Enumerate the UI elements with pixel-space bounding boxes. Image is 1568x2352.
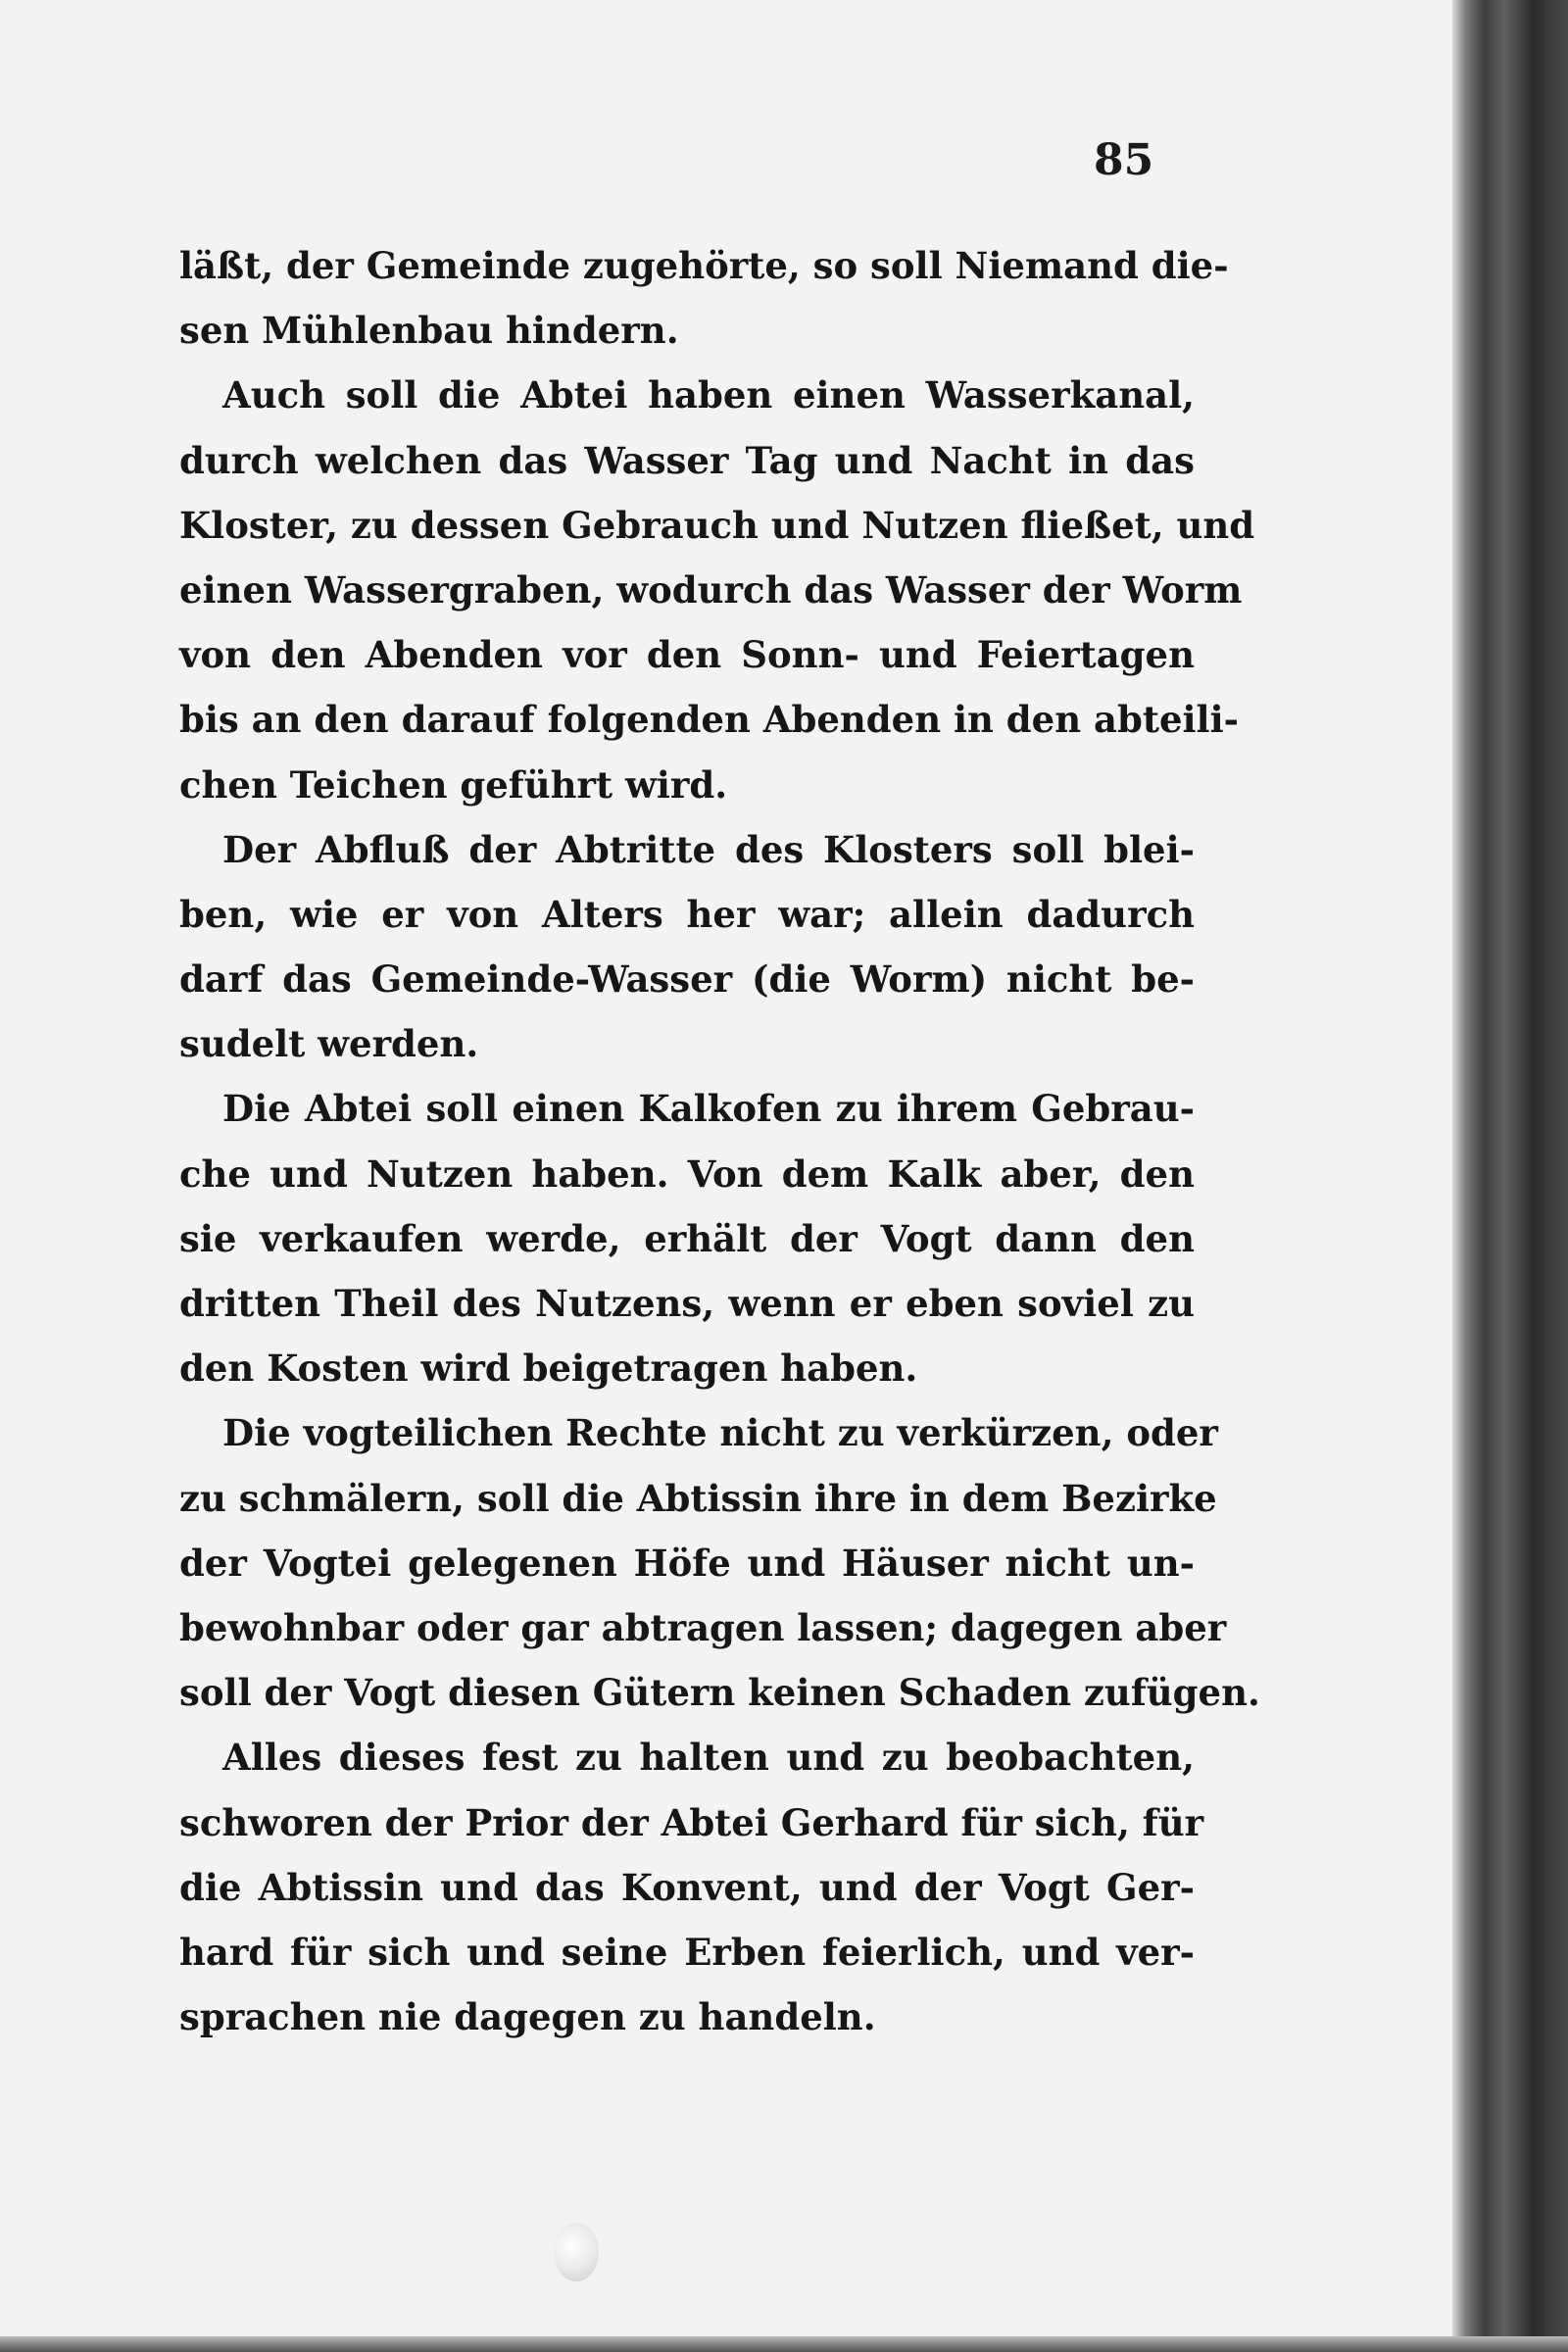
text-line: der Vogtei gelegenen Höfe und Häuser nicht un- bbox=[179, 1541, 1195, 1585]
text-line: Alles dieses fest zu halten und zu beobachten, bbox=[222, 1736, 1195, 1780]
text-line: einen Wassergraben, wodurch das Wasser der Worm bbox=[179, 567, 1243, 612]
text-line: schworen der Prior der Abtei Gerhard für sich, für bbox=[179, 1800, 1204, 1844]
text-line: von den Abenden vor den Sonn- und Feiertagen bbox=[179, 633, 1195, 677]
text-line: darf das Gemeinde-Wasser (die Worm) nicht be- bbox=[179, 957, 1195, 1002]
text-line: Auch soll die Abtei haben einen Wasserkanal, bbox=[222, 373, 1195, 417]
text-line: bis an den darauf folgenden Abenden in den abteili- bbox=[179, 698, 1240, 742]
text-line: ben, wie er von Alters her war; allein dadurch bbox=[179, 892, 1195, 936]
body-text bbox=[179, 233, 1260, 2049]
text-line: dritten Theil des Nutzens, wenn er eben soviel zu bbox=[179, 1282, 1195, 1325]
text-line: hard für sich und seine Erben feierlich, und ver- bbox=[179, 1930, 1195, 1974]
text-line: die Abtissin und das Konvent, und der Vogt Ger- bbox=[179, 1865, 1195, 1909]
paper-blot bbox=[554, 2223, 599, 2281]
text-line: sudelt werden. bbox=[179, 1022, 479, 1066]
text-line: che und Nutzen haben. Von dem Kalk aber, den bbox=[179, 1152, 1195, 1196]
page-number: 85 bbox=[1094, 135, 1154, 185]
text-line: Die vogteilichen Rechte nicht zu verkürzen, oder bbox=[222, 1411, 1218, 1455]
text-line: sprachen nie dagegen zu handeln. bbox=[179, 1995, 876, 2039]
text-line: läßt, der Gemeinde zugehörte, so soll Niemand die- bbox=[179, 244, 1229, 287]
text-line: chen Teichen geführt wird. bbox=[179, 762, 728, 807]
binding-edge-shadow bbox=[1452, 0, 1568, 2352]
text-line: Der Abfluß der Abtritte des Klosters soll blei- bbox=[222, 827, 1195, 871]
text-line: sie verkaufen werde, erhält der Vogt dann den bbox=[179, 1216, 1195, 1260]
text-line: Die Abtei soll einen Kalkofen zu ihrem Gebrau- bbox=[222, 1087, 1195, 1131]
text-line: den Kosten wird beigetragen haben. bbox=[179, 1347, 918, 1391]
text-line: bewohnbar oder gar abtragen lassen; dagegen aber bbox=[179, 1605, 1227, 1649]
text-line: zu schmälern, soll die Abtissin ihre in dem Bezirke bbox=[179, 1476, 1217, 1520]
text-line: soll der Vogt diesen Gütern keinen Schaden zufügen. bbox=[179, 1671, 1260, 1715]
page-bottom-edge bbox=[0, 2336, 1568, 2352]
text-line: sen Mühlenbau hindern. bbox=[179, 309, 679, 353]
text-line: durch welchen das Wasser Tag und Nacht in das bbox=[179, 438, 1195, 482]
text-line: Kloster, zu dessen Gebrauch und Nutzen fließet, und bbox=[179, 503, 1255, 547]
